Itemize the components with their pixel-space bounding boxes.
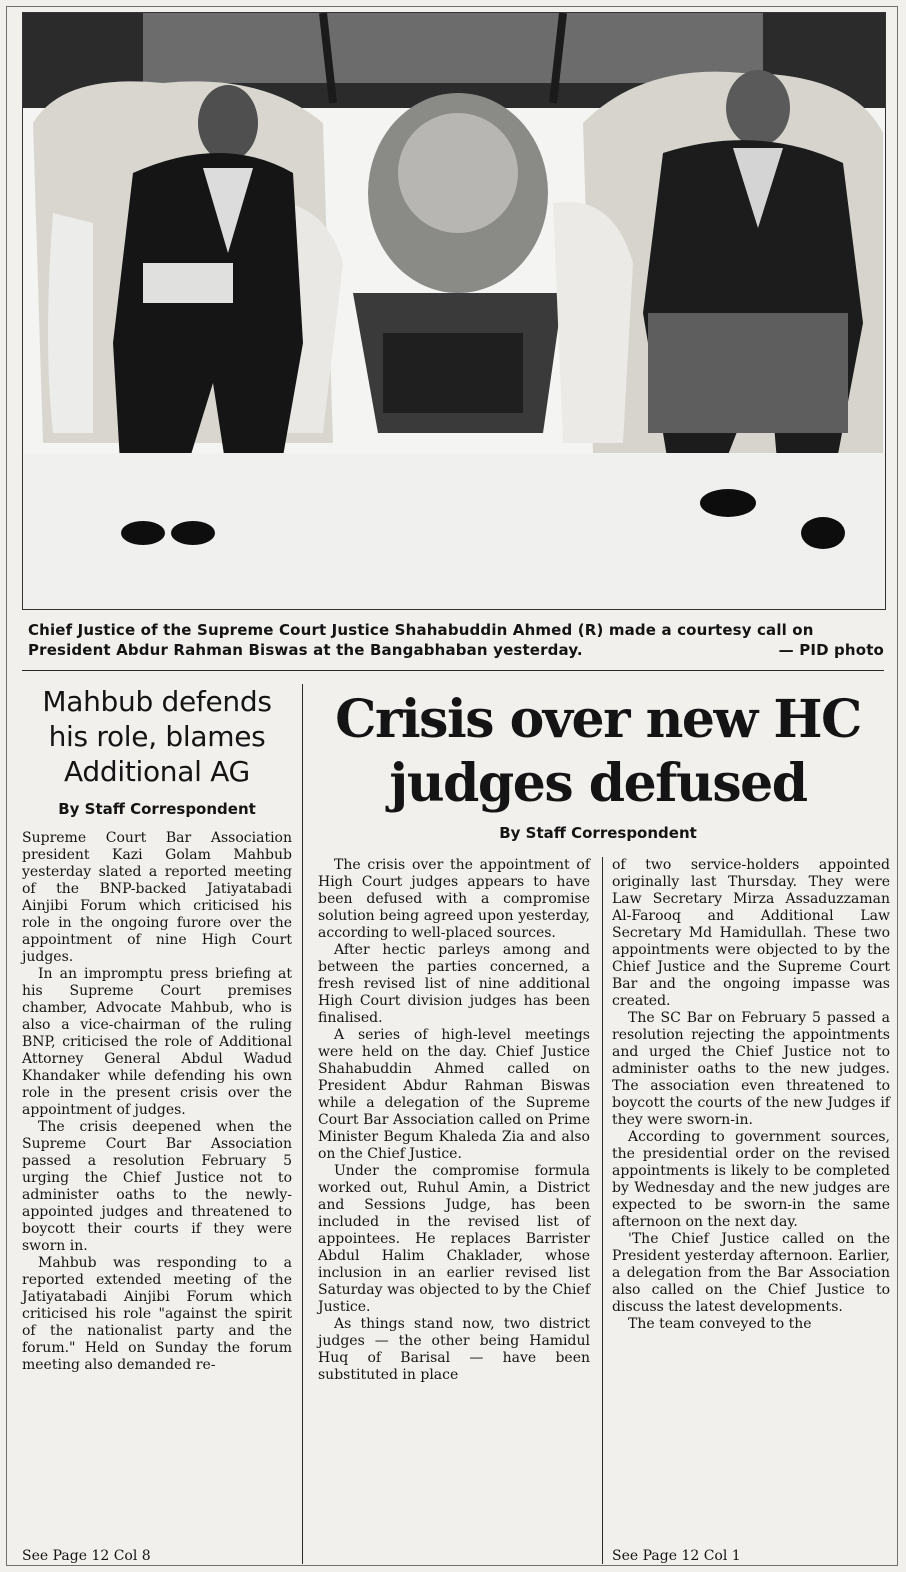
main-story-column-2 bbox=[612, 857, 890, 1333]
column-divider bbox=[302, 684, 303, 1564]
paragraph: A series of high-level meetings were held on the day. Chief Justice Shahabuddin Ahmed called on President Abdur Rahman Biswas while a delegation of the Supreme Court Bar Association called on Prime Minister Begum Khaleda Zia and also on the Chief Justice. bbox=[318, 1027, 590, 1162]
main-story-byline: By Staff Correspondent bbox=[499, 824, 697, 842]
paragraph: The SC Bar on February 5 passed a resolution rejecting the appointments and urged the Chief Justice not to administer oaths to the new judges. The association even threatened to boycott the courts of the new Judges if they were sworn-in. bbox=[612, 1010, 890, 1128]
left-story-jump: See Page 12 Col 8 bbox=[22, 1548, 151, 1564]
main-story-headline bbox=[300, 688, 896, 816]
left-story-body bbox=[22, 830, 292, 1374]
photo-credit: — PID photo bbox=[778, 641, 884, 659]
divider bbox=[22, 670, 884, 671]
left-story-byline: By Staff Correspondent bbox=[58, 800, 256, 818]
paragraph: As things stand now, two district judges — the other being Hamidul Huq of Barisal — have been substituted in place bbox=[318, 1316, 590, 1383]
headline-line: Crisis over new HC bbox=[335, 689, 861, 750]
paragraph: The team conveyed to the bbox=[628, 1316, 812, 1332]
caption-text: Chief Justice of the Supreme Court Justice Shahabuddin Ahmed (R) made a courtesy call on President Abdur Rahman Biswas at the Bangabhaban yesterday. bbox=[28, 621, 814, 659]
paragraph: According to government sources, the presidential order on the revised appointments is likely to be completed by Wednesday and the new judges are expected to be sworn-in the same afternoon on the next day. bbox=[612, 1129, 890, 1230]
headline-line: Mahbub defends bbox=[42, 685, 272, 718]
paragraph: In an impromptu press briefing at his Supreme Court premises chamber, Advocate Mahbub, who is also a vice-chairman of the ruling BNP, criticised the role of Additional Attorney General Abdul Wadud Khandaker while defending his own role in the present crisis over the appointment of judges. bbox=[22, 966, 292, 1118]
paragraph: The crisis over the appointment of High Court judges appears to have been defused with a compromise solution being agreed upon yesterday, according to well-placed sources. bbox=[318, 857, 590, 941]
left-story-headline bbox=[22, 684, 292, 789]
paragraph: Under the compromise formula worked out, Ruhul Amin, a District and Sessions Judge, has been included in the revised list of appointees. He replaces Barrister Abdul Halim Chaklader, whose inclusion in an earlier revised list Saturday was objected to by the Chief Justice. bbox=[318, 1163, 590, 1315]
headline-line: judges defused bbox=[389, 753, 807, 814]
headline-line: Additional AG bbox=[64, 755, 250, 788]
news-photo bbox=[22, 12, 886, 610]
photo-caption bbox=[28, 620, 884, 660]
headline-line: his role, blames bbox=[48, 720, 266, 753]
paragraph: Supreme Court Bar Association president Kazi Golam Mahbub yesterday slated a reported meeting of the BNP-backed Jatiyatabadi Ainjibi Forum which criticised his role in the ongoing furore over the appointment of nine High Court judges. bbox=[22, 830, 292, 965]
paragraph: of two service-holders appointed originally last Thursday. They were Law Secretary Mirza Assaduzzaman Al-Farooq and Additional Law Secretary Md Hamidullah. These two appointments were objected to by the Chief Justice and the Supreme Court Bar and the ongoing impasse was created. bbox=[612, 857, 890, 1009]
paragraph: 'The Chief Justice called on the President yesterday afternoon. Earlier, a delegation from the Bar Association also called on the Chief Justice to discuss the latest developments. bbox=[612, 1231, 890, 1315]
paragraph: After hectic parleys among and between the parties concerned, a fresh revised list of nine additional High Court division judges has been finalised. bbox=[318, 942, 590, 1026]
paragraph: The crisis deepened when the Supreme Court Bar Association passed a resolution February 5 urging the Chief Justice not to administer oaths to the newly-appointed judges and threatened to boycott their courts if they were sworn in. bbox=[22, 1119, 292, 1254]
column-divider bbox=[602, 857, 603, 1564]
main-story-jump: See Page 12 Col 1 bbox=[612, 1548, 741, 1564]
main-story-column-1 bbox=[318, 857, 590, 1384]
paragraph: Mahbub was responding to a reported extended meeting of the Jatiyatabadi Ainjibi Forum which criticised his role "against the spirit of the nationalist party and the forum." Held on Sunday the forum meeting also demanded re- bbox=[22, 1255, 292, 1373]
